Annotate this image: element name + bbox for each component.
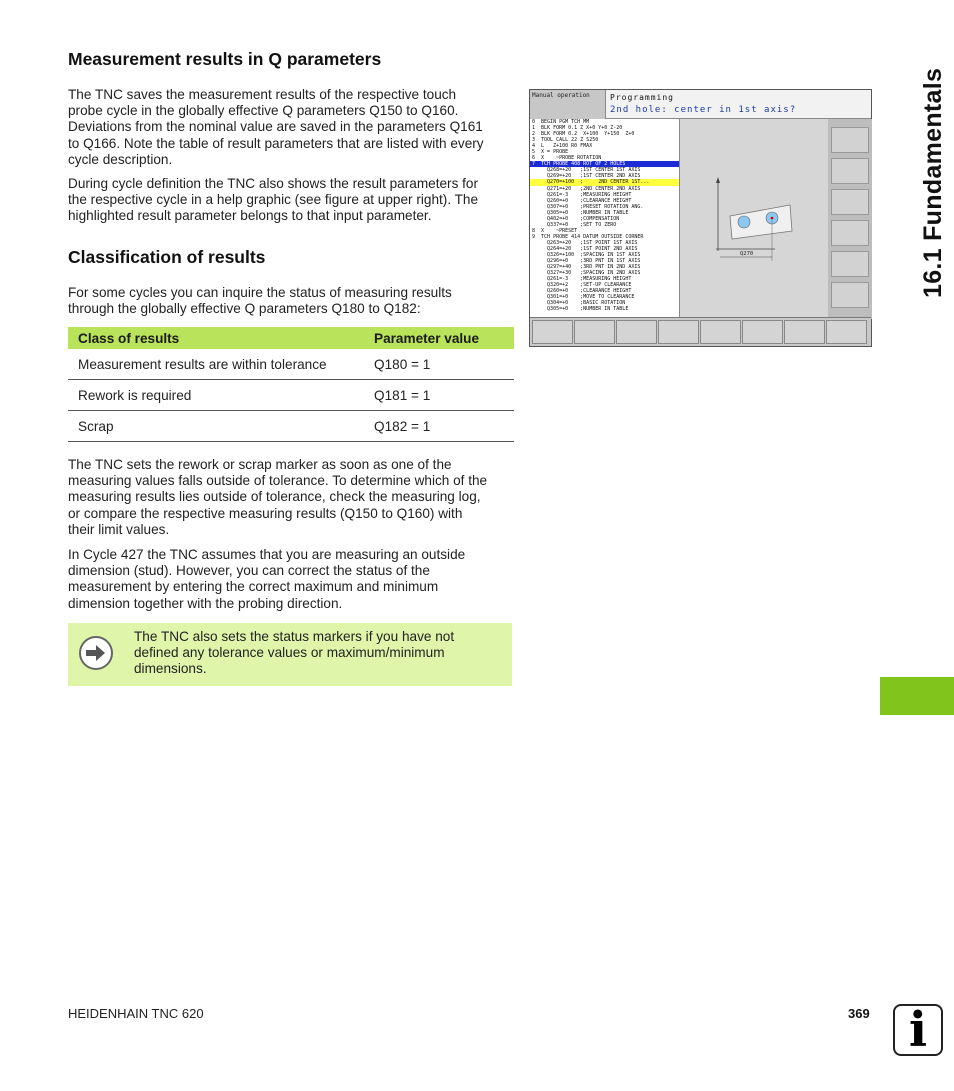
program-line[interactable]: Q307=+0 ;PRESET ROTATION ANG. [532, 203, 644, 210]
program-line[interactable]: 6 X ~PROBE ROTATION [532, 155, 602, 162]
cell-value: Q180 = 1 [364, 349, 514, 380]
program-line[interactable]: 2 BLK FORM 0.2 X+100 Y+150 Z+0 [532, 131, 635, 138]
heading-measurement-results: Measurement results in Q parameters [68, 49, 382, 69]
help-graphic [680, 119, 828, 319]
arrow-right-icon [79, 636, 113, 670]
chapter-tab [880, 677, 954, 715]
vertical-softkey[interactable] [831, 220, 869, 246]
program-line[interactable]: Q271=+20 ;2ND CENTER 2ND AXIS [532, 185, 641, 192]
program-line[interactable]: Q320=+2 ;SET-UP CLEARANCE [532, 282, 632, 289]
header-parameter: Parameter value [364, 327, 514, 349]
page-number: 369 [848, 1006, 870, 1021]
softkey[interactable] [700, 320, 741, 344]
results-table [68, 327, 514, 442]
softkey[interactable] [616, 320, 657, 344]
cell-value: Q181 = 1 [364, 380, 514, 411]
screen-header-mode: Programming [610, 93, 674, 102]
heading-classification: Classification of results [68, 247, 266, 267]
program-line[interactable]: 7 TCH PROBE 408 ROT OF 2 HOLES [530, 161, 679, 167]
screen-header [605, 90, 871, 119]
program-line[interactable]: Q268=+20 ;1ST CENTER 1ST AXIS [532, 167, 641, 174]
program-line[interactable]: Q260=+0 ;CLEARANCE HEIGHT [532, 288, 632, 295]
info-icon: i [893, 1004, 943, 1056]
program-line[interactable]: 1 BLK FORM 0.1 Z X+0 Y+0 Z-20 [532, 125, 623, 132]
program-line[interactable]: Q264=+20 ;1ST POINT 2ND AXIS [532, 245, 638, 252]
program-line[interactable]: Q261=-3 ;MEASURING HEIGHT [532, 191, 632, 198]
program-line[interactable]: Q305=+0 ;NUMBER IN TABLE [532, 306, 629, 313]
program-line[interactable]: Q301=+0 ;MOVE TO CLEARANCE [532, 294, 635, 301]
softkey[interactable] [826, 320, 867, 344]
vertical-softkey[interactable] [831, 189, 869, 215]
note-text: The TNC also sets the status markers if you have not defined any tolerance values or maximum/minimum dimensions. [134, 629, 455, 677]
footer-product: HEIDENHAIN TNC 620 [68, 1006, 204, 1021]
cell-class: Measurement results are within tolerance [68, 349, 364, 380]
cell-class: Scrap [68, 411, 364, 442]
screen-mode-label: Manual operation [532, 92, 590, 99]
vertical-softkey[interactable] [831, 127, 869, 153]
tnc-screen-figure [529, 89, 872, 347]
side-chapter-title [873, 40, 947, 340]
vertical-softkey[interactable] [831, 158, 869, 184]
program-line[interactable]: Q270=+100 ; 2ND CENTER 1ST... [530, 179, 679, 185]
arrow-right-glyph [81, 638, 111, 668]
softkey[interactable] [574, 320, 615, 344]
program-line[interactable]: 0 BEGIN PGM TCH MM [532, 119, 590, 125]
para-result-parameters: During cycle definition the TNC also shows the result parameters for the respective cycle in a help graphic (see figure at upper right). The highlighted result parameter belongs to that input parameter. [68, 176, 479, 224]
table-row [68, 349, 514, 380]
softkey[interactable] [658, 320, 699, 344]
cell-value: Q182 = 1 [364, 411, 514, 442]
program-listing [530, 119, 680, 319]
vertical-softkey-bar [828, 119, 872, 319]
vertical-softkey[interactable] [831, 282, 869, 308]
program-line[interactable]: Q269=+20 ;1ST CENTER 2ND AXIS [532, 173, 641, 180]
program-line[interactable]: 3 TOOL CALL 22 Z S250 [532, 137, 599, 144]
program-line[interactable]: Q304=+0 ;BASIC ROTATION [532, 300, 626, 307]
para-classification: For some cycles you can inquire the status of measuring results through the globally effective Q parameters Q180 to Q182: [68, 285, 452, 317]
program-line[interactable]: Q402=+0 ;COMPENSATION [532, 215, 620, 222]
para-rework-scrap: The TNC sets the rework or scrap marker as soon as one of the measuring values falls outside of tolerance. To determine which of the measuring results lies outside of tolerance, check the measuring log, or compare the respective measuring results (Q150 to Q160) with their limit values. [68, 457, 488, 537]
program-line[interactable]: Q263=+20 ;1ST POINT 1ST AXIS [532, 239, 638, 246]
dim-label-q270: Q270 [740, 251, 754, 257]
para-cycle-427: In Cycle 427 the TNC assumes that you are measuring an outside dimension (stud). However, you can correct the status of the measurement by entering the correct maximum and minimum dimension together with the probing direction. [68, 547, 466, 611]
cell-class: Rework is required [68, 380, 364, 411]
chapter-title-text: 16.1 Fundamentals [919, 67, 947, 298]
program-line[interactable]: Q326=+100 ;SPACING IN 1ST AXIS [532, 252, 641, 259]
para-measurement-results: The TNC saves the measurement results of the respective touch probe cycle in the globally effective Q parameters Q150 to Q160. Deviations from the nominal value are saved in the parameters Q161 to Q166. Note the table of result parameters that are listed with every cycle description. [68, 87, 484, 167]
program-line[interactable]: Q261=-3 ;MEASURING HEIGHT [532, 276, 632, 283]
program-line[interactable]: Q305=+0 ;NUMBER IN TABLE [532, 209, 629, 216]
table-row [68, 411, 514, 442]
note-box [68, 623, 512, 686]
table-row [68, 380, 514, 411]
program-line[interactable]: Q260=+0 ;CLEARANCE HEIGHT [532, 197, 632, 204]
program-line[interactable]: 5 X = PROBE [532, 149, 569, 156]
header-class: Class of results [68, 327, 364, 349]
horizontal-softkey-bar [530, 317, 871, 346]
softkey[interactable] [532, 320, 573, 344]
softkey[interactable] [784, 320, 825, 344]
program-line[interactable]: Q296=+0 ;3RD PNT IN 1ST AXIS [532, 258, 641, 265]
softkey[interactable] [742, 320, 783, 344]
program-line[interactable]: Q337=+0 ;SET TO ZERO [532, 221, 617, 228]
vertical-softkey[interactable] [831, 251, 869, 277]
program-line[interactable]: 8 X ~PRESET [532, 227, 578, 234]
program-line[interactable]: Q297=+40 ;3RD PNT IN 2ND AXIS [532, 264, 641, 271]
program-line[interactable]: Q327=+30 ;SPACING IN 2ND AXIS [532, 270, 641, 277]
screen-prompt: 2nd hole: center in 1st axis? [610, 105, 797, 115]
help-graphic-svg [680, 119, 828, 319]
program-line[interactable]: 4 L Z+100 R0 FMAX [532, 143, 593, 150]
program-line[interactable]: 9 TCH PROBE 414 DATUM OUTSIDE CORNER [532, 233, 644, 240]
table-header-row [68, 327, 514, 349]
